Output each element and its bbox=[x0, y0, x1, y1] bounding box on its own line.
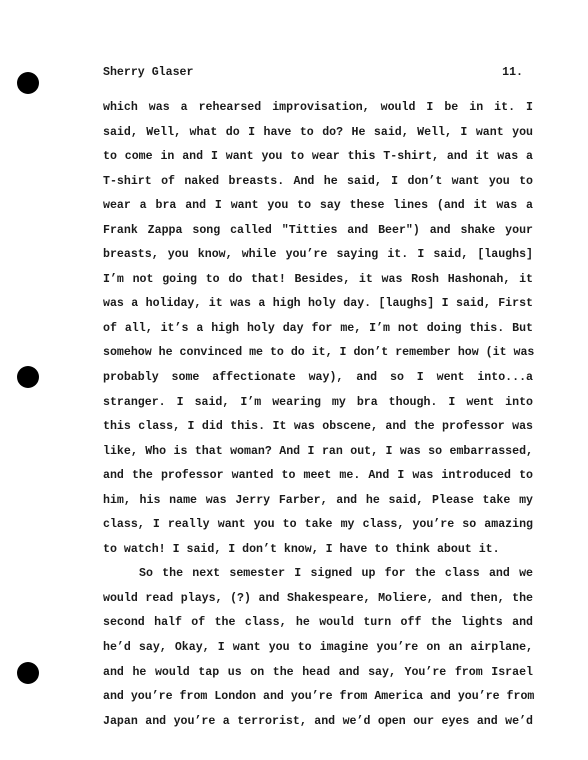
transcript-body bbox=[103, 96, 533, 734]
text-line: of all, it’s a high holy day for me, I’m not doing this. But bbox=[103, 321, 533, 335]
page-header bbox=[103, 66, 523, 82]
binder-hole-top bbox=[17, 72, 39, 94]
text-line: breasts, you know, while you’re saying it. I said, [laughs] bbox=[103, 248, 533, 262]
text-line: would read plays, (?) and Shakespeare, Moliere, and then, the bbox=[103, 591, 533, 605]
text-line: T-shirt of naked breasts. And he said, I don’t want you to bbox=[103, 174, 533, 188]
header-author: Sherry Glaser bbox=[103, 66, 194, 79]
text-line: was a holiday, it was a high holy day. [laughs] I said, First bbox=[103, 297, 533, 311]
text-line: somehow he convinced me to do it, I don’t remember how (it was bbox=[103, 346, 535, 360]
text-line: like, Who is that woman? And I ran out, I was so embarrassed, bbox=[103, 444, 533, 458]
text-line: stranger. I said, I’m wearing my bra though. I went into bbox=[103, 395, 533, 409]
text-line: I’m not going to do that! Besides, it was Rosh Hashonah, it bbox=[103, 272, 533, 286]
binder-hole-bottom bbox=[17, 662, 39, 684]
text-line: which was a rehearsed improvisation, would I be in it. I bbox=[103, 101, 533, 114]
text-line: wear a bra and I want you to say these lines (and it was a bbox=[103, 199, 533, 213]
text-line: this class, I did this. It was obscene, and the professor was bbox=[103, 420, 533, 434]
page-number: 11. bbox=[502, 66, 523, 79]
text-line: Frank Zappa song called "Titties and Beer") and shake your bbox=[103, 223, 533, 237]
text-line: said, Well, what do I have to do? He said, Well, I want you bbox=[103, 125, 533, 139]
paragraph-last-line: to watch! I said, I don’t know, I have to think about it. bbox=[103, 542, 500, 556]
text-line: he’d say, Okay, I want you to imagine you’re on an airplane, bbox=[103, 641, 533, 655]
text-line: him, his name was Jerry Farber, and he said, Please take my bbox=[103, 493, 533, 507]
text-line: and he would tap us on the head and say, You’re from Israel bbox=[103, 665, 533, 679]
text-line: and you’re from London and you’re from America and you’re from bbox=[103, 690, 535, 704]
paragraph-first-line: So the next semester I signed up for the class and we bbox=[139, 567, 533, 581]
text-line: Japan and you’re a terrorist, and we’d open our eyes and we’d bbox=[103, 714, 533, 728]
text-line: probably some affectionate way), and so I went into...a bbox=[103, 371, 533, 385]
text-line: and the professor wanted to meet me. And I was introduced to bbox=[103, 469, 533, 483]
text-line: to come in and I want you to wear this T-shirt, and it was a bbox=[103, 150, 533, 164]
text-line: second half of the class, he would turn off the lights and bbox=[103, 616, 533, 630]
text-line: class, I really want you to take my class, you’re so amazing bbox=[103, 518, 533, 532]
binder-hole-middle bbox=[17, 366, 39, 388]
